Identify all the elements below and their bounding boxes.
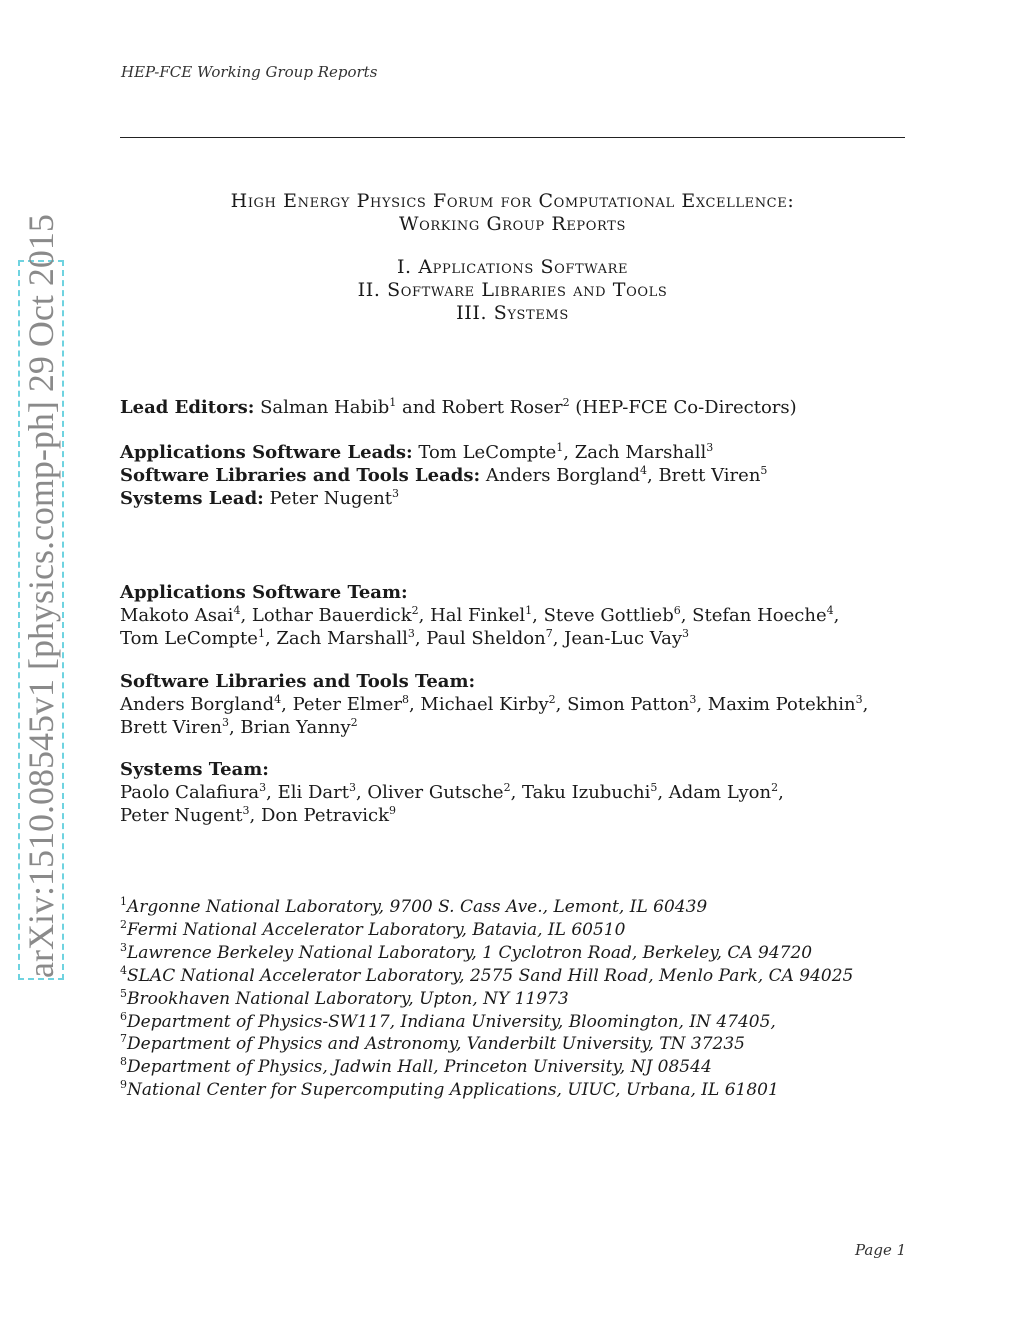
editor-name: and Robert Roser [396,397,563,418]
affil-number: 7 [120,1032,127,1046]
affil-sup: 4 [826,604,834,617]
paper-title [120,190,905,236]
member-name: , Lothar Bauerdick [240,605,412,626]
lead-editors-label: Lead Editors: [120,397,255,418]
affiliation [120,1011,910,1034]
apps-team-line-1: Makoto Asai$^4$, Lothar Bauerdick$^2$, Hal Finkel$^1$, Steve Gottlieb$^6$, Stefan Hoeche$^4$, [120,604,840,626]
affiliation [120,988,910,1011]
systems-lead-label: Systems Lead: [120,488,264,509]
affil-sup: 3 [221,716,229,729]
arxiv-stamp[interactable]: arXiv:1510.08545v1 [physics.comp-ph] 29 Oct 2015 [18,260,64,980]
affil-sup: 1 [257,627,265,640]
affil-number: 6 [120,1009,127,1023]
title-line-2: Working Group Reports [399,213,626,235]
systems-team-label: Systems Team: [120,759,269,780]
member-name: , Jean-Luc Vay [552,628,683,649]
apps-team-label: Applications Software Team: [120,582,408,603]
apps-team [120,581,910,650]
affil-sup: 3 [682,627,690,640]
affil-text: Argonne National Laboratory, 9700 S. Cass Ave., Lemont, IL 60439 [127,897,708,917]
header-rule [120,137,905,138]
apps-team-line-2 [120,627,910,650]
affil-sup: 5 [760,464,768,477]
libs-team-line-1: Anders Borgland$^4$, Peter Elmer$^8$, Michael Kirby$^2$, Simon Patton$^3$, Maxim Potekhin$^3$, [120,693,869,715]
member-name: , Stefan Hoeche [680,605,827,626]
affil-sup: 3 [706,441,714,454]
member-name: , Simon Patton [555,694,690,715]
affil-sup: 1 [525,604,533,617]
affil-sup: 3 [242,804,250,817]
affiliation [120,965,910,988]
member-name: , Adam Lyon [657,782,772,803]
affil-sup: 5 [650,781,658,794]
affiliation [120,1033,910,1056]
member-name: , Zach Marshall [264,628,408,649]
libs-leads [120,464,910,487]
affil-text: Department of Physics, Jadwin Hall, Princeton University, NJ 08544 [127,1057,712,1078]
member-name: Paolo Calafiura [120,782,260,803]
affil-number: 9 [120,1078,127,1092]
affil-sup: 1 [556,441,564,454]
affil-number: 1 [120,895,127,908]
affiliation [120,896,910,919]
affil-sup: 4 [233,604,241,617]
title-line-1: High Energy Physics Forum for Computational Excellence: [230,190,795,212]
member-name: , Taku Izubuchi [510,782,651,803]
affil-sup: 8 [401,693,409,706]
affiliation [120,919,910,942]
affil-sup: 4 [274,693,282,706]
affil-text: Lawrence Berkeley National Laboratory, 1 Cyclotron Road, Berkeley, CA 94720 [127,942,813,963]
libs-team-label: Software Libraries and Tools Team: [120,671,476,692]
affil-sup: 3 [392,487,400,500]
affil-sup: 2 [562,396,570,409]
member-name: , Peter Elmer [281,694,402,715]
working-group-leads [120,441,910,510]
affil-sup: 4 [640,464,647,477]
affil-sup: 2 [411,604,419,617]
lead-editors [120,396,910,419]
person-name: Peter Nugent [263,488,393,509]
member-name: Brett Viren [120,717,222,738]
member-name: , Oliver Gutsche [355,782,504,803]
affil-sup: 3 [689,693,697,706]
affil-sup: 7 [545,627,553,640]
affil-sup: 3 [855,693,863,706]
affil-text: Department of Physics-SW117, Indiana University, Bloomington, IN 47405, [127,1011,776,1032]
editor-role: (HEP-FCE Co-Directors) [569,397,797,418]
affil-sup: 3 [407,627,415,640]
affil-number: 8 [120,1055,127,1069]
affil-text: Brookhaven National Laboratory, Upton, NY 11973 [127,988,569,1009]
affil-text: SLAC National Accelerator Laboratory, 2575 Sand Hill Road, Menlo Park, CA 94025 [127,965,854,986]
member-name: , Brian Yanny [228,717,351,738]
affiliation [120,1056,910,1079]
apps-leads-label: Applications Software Leads: [120,442,413,463]
report-parts [120,256,905,325]
affil-sup: 1 [389,396,397,409]
affiliations-list [120,896,910,1102]
person-name: , Brett Viren [647,465,761,486]
systems-lead [120,487,910,510]
affil-text: National Center for Supercomputing Applications, UIUC, Urbana, IL 61801 [127,1080,779,1101]
member-name: , Steve Gottlieb [532,605,674,626]
affil-sup: 2 [548,693,556,706]
affil-number: 2 [120,917,127,931]
libs-team-line-2 [120,716,910,739]
affil-number: 3 [120,940,127,954]
member-name: , Paul Sheldon [414,628,546,649]
part-1: I. Applications Software [396,256,629,278]
affil-number: 5 [120,986,127,1000]
member-name: Anders Borgland [120,694,275,715]
person-name: , Zach Marshall [563,442,707,463]
part-3: III. Systems [456,302,569,324]
member-name: Tom LeCompte [120,628,258,649]
affil-text: Fermi National Accelerator Laboratory, Batavia, IL 60510 [127,919,626,940]
affil-sup: 3 [259,781,267,794]
member-name: , Hal Finkel [418,605,526,626]
systems-team [120,758,910,827]
person-name: Anders Borgland [480,465,640,486]
libs-leads-label: Software Libraries and Tools Leads: [120,465,481,486]
apps-leads [120,441,910,464]
affil-sup: 9 [388,804,396,817]
member-name: , Maxim Potekhin [696,694,856,715]
affiliation [120,1079,910,1102]
systems-team-line-1: Paolo Calafiura$^3$, Eli Dart$^3$, Oliver Gutsche$^2$, Taku Izubuchi$^5$, Adam Lyon$^2$, [120,781,784,803]
affil-number: 4 [120,963,127,977]
person-name: Tom LeCompte [412,442,557,463]
affil-sup: 2 [503,781,511,794]
member-name: Makoto Asai [120,605,234,626]
editor-name: Salman Habib [260,397,390,418]
running-head: HEP-FCE Working Group Reports [121,63,378,81]
affiliation [120,942,910,965]
affil-sup: 6 [673,604,681,617]
affil-sup: 2 [771,781,779,794]
affil-text: Department of Physics and Astronomy, Vanderbilt University, TN 37235 [127,1034,745,1055]
libs-team [120,670,910,739]
member-name: , Don Petravick [249,805,389,826]
systems-team-line-2 [120,804,910,827]
member-name: , Michael Kirby [408,694,549,715]
member-name: Peter Nugent [120,805,243,826]
affil-sup: 2 [350,716,358,729]
affil-sup: 3 [348,781,356,794]
member-name: , Eli Dart [266,782,349,803]
page-number: Page 1 [855,1241,907,1259]
part-2: II. Software Libraries and Tools [357,279,668,301]
